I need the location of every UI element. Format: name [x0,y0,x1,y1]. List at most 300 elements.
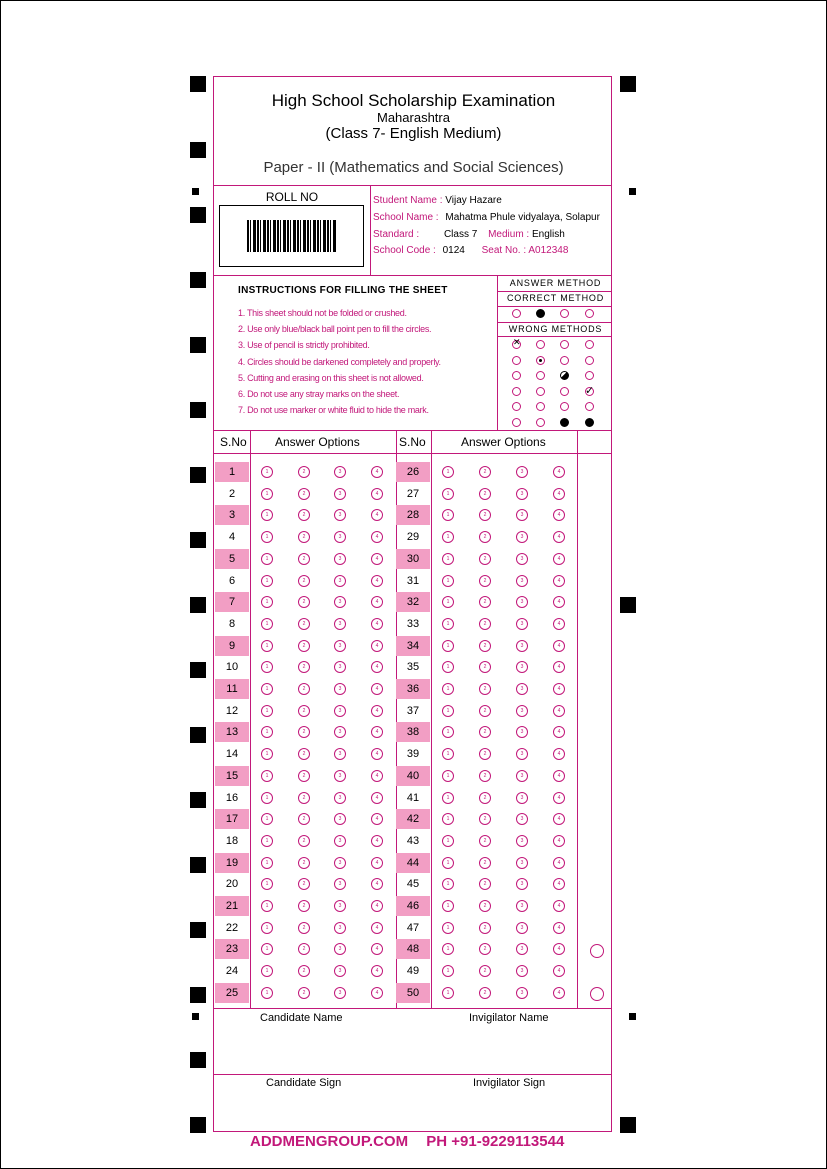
answer-bubble[interactable]: 4 [553,553,565,565]
question-number: 11 [215,679,249,699]
answer-bubble[interactable]: 3 [334,509,346,521]
answer-bubble[interactable]: 3 [334,705,346,717]
answer-bubble[interactable]: 2 [479,661,491,673]
answer-bubble[interactable]: 2 [298,466,310,478]
answer-method-label: ANSWER METHOD [509,278,602,288]
answer-bubble[interactable]: 4 [553,661,565,673]
answer-bubble[interactable]: 4 [553,726,565,738]
answer-bubble[interactable]: 4 [371,792,383,804]
answer-bubble[interactable]: 4 [553,835,565,847]
answer-bubble[interactable]: 1 [261,683,273,695]
answer-bubble[interactable]: 1 [442,553,454,565]
answer-bubble[interactable]: 4 [553,813,565,825]
answer-bubble[interactable]: 2 [298,726,310,738]
answer-bubble[interactable]: 2 [479,965,491,977]
answer-bubble[interactable]: 1 [442,488,454,500]
answer-bubble[interactable]: 4 [553,922,565,934]
answer-bubble[interactable]: 3 [334,792,346,804]
divider [497,291,611,292]
answer-bubble[interactable]: 4 [553,509,565,521]
answer-bubble[interactable]: 3 [516,748,528,760]
answer-bubble[interactable]: 4 [371,661,383,673]
answer-bubble[interactable]: 4 [371,596,383,608]
divider [214,1008,611,1009]
question-number: 10 [225,661,239,674]
answer-bubble[interactable]: 4 [371,878,383,890]
timing-mark [190,792,206,808]
answer-bubble[interactable]: 1 [442,509,454,521]
answer-bubble[interactable]: 1 [442,987,454,999]
standard-row [373,229,565,240]
answer-bubble[interactable]: 2 [479,553,491,565]
sno-header-right: S.No [399,435,426,449]
timing-mark [190,857,206,873]
answer-bubble[interactable]: 4 [553,770,565,782]
timing-mark [190,662,206,678]
answer-bubble[interactable]: 2 [298,531,310,543]
question-number: 44 [396,853,430,873]
answer-bubble[interactable]: 4 [553,900,565,912]
answer-bubble[interactable]: 2 [298,943,310,955]
answer-bubble[interactable]: 2 [479,640,491,652]
question-number: 42 [396,809,430,829]
answer-bubble[interactable]: 3 [334,553,346,565]
answer-bubble[interactable]: 1 [261,575,273,587]
answer-bubble[interactable]: 1 [261,661,273,673]
answer-bubble[interactable]: 1 [261,488,273,500]
answer-bubble[interactable]: 1 [261,640,273,652]
answer-bubble[interactable]: 2 [298,792,310,804]
answer-bubble[interactable]: 3 [516,705,528,717]
answer-bubble[interactable]: 2 [298,683,310,695]
answer-bubble[interactable]: 4 [553,878,565,890]
answer-bubble[interactable]: 1 [442,726,454,738]
answer-bubble[interactable]: 3 [334,965,346,977]
answer-bubble[interactable]: 2 [479,466,491,478]
answer-bubble[interactable]: 3 [516,878,528,890]
answer-bubble[interactable]: 2 [479,987,491,999]
answer-bubble[interactable]: 1 [442,770,454,782]
candidate-name-label: Candidate Name [260,1012,343,1024]
roll-label: ROLL NO [265,190,319,204]
answer-bubble[interactable]: 4 [371,813,383,825]
answer-bubble[interactable]: 3 [516,726,528,738]
answer-bubble[interactable]: 3 [516,835,528,847]
answer-bubble[interactable]: 3 [334,466,346,478]
answer-bubble[interactable]: 3 [516,509,528,521]
footer-company: ADDMENGROUP.COM [250,1133,409,1150]
divider [214,453,611,454]
answer-bubble[interactable]: 2 [298,661,310,673]
question-number: 47 [406,921,420,934]
answer-bubble[interactable]: 1 [261,792,273,804]
answer-bubble[interactable]: 1 [261,553,273,565]
exam-title: High School Scholarship Examination [271,91,556,110]
answer-bubble[interactable]: 3 [516,770,528,782]
answer-bubble[interactable]: 4 [371,488,383,500]
answer-bubble[interactable]: 4 [371,640,383,652]
barcode [219,205,364,267]
divider [250,430,251,1008]
student-name-value: Vijay Hazare [445,195,502,206]
example-bubble [536,402,545,411]
example-bubble [512,418,521,427]
answer-bubble[interactable]: 4 [553,488,565,500]
timing-mark [190,597,206,613]
answer-bubble[interactable]: 4 [553,857,565,869]
answer-bubble[interactable]: 3 [334,835,346,847]
question-number: 4 [228,531,236,544]
answer-bubble[interactable]: 2 [479,596,491,608]
timing-mark [190,532,206,548]
answer-bubble[interactable]: 4 [553,792,565,804]
answer-bubble[interactable]: 1 [442,575,454,587]
question-number: 30 [396,549,430,569]
instructions-title: INSTRUCTIONS FOR FILLING THE SHEET [238,285,448,296]
answer-bubble[interactable]: 3 [516,813,528,825]
question-number: 19 [215,853,249,873]
answer-bubble[interactable]: 1 [261,878,273,890]
answer-bubble[interactable]: 2 [298,705,310,717]
question-number: 26 [396,462,430,482]
answer-bubble[interactable]: 2 [479,770,491,782]
answer-bubble[interactable]: 1 [442,878,454,890]
answer-bubble[interactable]: 1 [261,965,273,977]
answer-bubble[interactable]: 2 [479,878,491,890]
answer-bubble[interactable]: 2 [479,531,491,543]
answer-bubble[interactable]: 4 [553,987,565,999]
answer-bubble[interactable]: 4 [371,509,383,521]
answer-bubble[interactable]: 1 [442,835,454,847]
timing-mark [190,1117,206,1133]
question-number: 27 [406,487,420,500]
answer-bubble[interactable]: 4 [553,965,565,977]
answer-bubble[interactable]: 2 [298,987,310,999]
answer-bubble[interactable]: 4 [553,748,565,760]
answer-bubble[interactable]: 4 [553,466,565,478]
instruction-item: 3. Use of pencil is strictly prohibited. [238,340,370,350]
answer-bubble[interactable]: 2 [479,748,491,760]
exam-state: Maharashtra [377,110,450,125]
example-bubble [560,371,569,380]
answer-bubble[interactable]: 3 [516,553,528,565]
answer-bubble[interactable]: 2 [298,596,310,608]
answer-bubble[interactable]: 1 [261,726,273,738]
medium-label: Medium : [488,229,530,240]
answer-bubble[interactable]: 2 [479,943,491,955]
answer-bubble[interactable]: 4 [371,943,383,955]
answer-bubble[interactable]: 3 [516,943,528,955]
answer-bubble[interactable]: 1 [442,813,454,825]
answer-bubble[interactable]: 1 [261,857,273,869]
paper-title: Paper - II (Mathematics and Social Sciences) [263,159,564,176]
answer-bubble[interactable]: 3 [334,488,346,500]
answer-bubble[interactable]: 3 [516,640,528,652]
answer-bubble[interactable]: 4 [371,726,383,738]
answer-bubble[interactable]: 3 [516,987,528,999]
answer-bubble[interactable]: 4 [371,683,383,695]
answer-bubble[interactable]: 1 [442,900,454,912]
spare-bubble[interactable] [590,987,604,1001]
school-code-label: School Code : [373,245,436,256]
answer-bubble[interactable]: 3 [516,531,528,543]
answer-bubble[interactable]: 3 [516,575,528,587]
answer-bubble[interactable]: 2 [298,575,310,587]
answer-bubble[interactable]: 3 [334,531,346,543]
example-bubble [585,402,594,411]
candidate-sign-label: Candidate Sign [266,1077,342,1089]
answer-bubble[interactable]: 2 [479,857,491,869]
answer-bubble[interactable]: 4 [371,987,383,999]
answer-bubble[interactable]: 1 [261,922,273,934]
answer-bubble[interactable]: 1 [442,531,454,543]
answer-bubble[interactable]: 1 [442,705,454,717]
timing-mark [190,402,206,418]
example-bubble [560,356,569,365]
answer-bubble[interactable]: 4 [371,531,383,543]
answer-bubble[interactable]: 2 [298,900,310,912]
answer-bubble[interactable]: 1 [442,661,454,673]
answer-bubble[interactable]: 4 [553,596,565,608]
student-name-label: Student Name : [373,195,443,206]
answer-bubble[interactable]: 3 [516,596,528,608]
omr-sheet [213,76,612,1132]
answer-bubble[interactable]: 1 [261,835,273,847]
timing-mark [620,76,636,92]
question-number: 16 [225,791,239,804]
answer-bubble[interactable]: 3 [334,618,346,630]
answer-bubble[interactable]: 4 [553,705,565,717]
answer-bubble[interactable]: 2 [298,813,310,825]
answer-bubble[interactable]: 2 [479,900,491,912]
question-number: 7 [215,592,249,612]
example-bubble [560,402,569,411]
answer-bubble[interactable]: 3 [516,965,528,977]
answer-bubble[interactable]: 1 [261,596,273,608]
answer-bubble[interactable]: 3 [516,618,528,630]
answer-bubble[interactable]: 4 [371,770,383,782]
answer-bubble[interactable]: 4 [553,531,565,543]
answer-bubble[interactable]: 1 [442,640,454,652]
answer-bubble[interactable]: 4 [553,618,565,630]
footer-phone: PH +91-9229113544 [426,1133,565,1150]
answer-bubble[interactable]: 2 [479,575,491,587]
example-bubble [585,387,594,396]
answer-bubble[interactable]: 4 [553,575,565,587]
divider [497,306,611,307]
answer-bubble[interactable]: 1 [442,857,454,869]
answer-bubble[interactable]: 3 [334,748,346,760]
answer-bubble[interactable]: 2 [298,618,310,630]
answer-bubble[interactable]: 3 [516,683,528,695]
answer-bubble[interactable]: 4 [371,900,383,912]
answer-bubble[interactable]: 3 [334,922,346,934]
answer-bubble[interactable]: 2 [479,618,491,630]
answer-bubble[interactable]: 2 [298,509,310,521]
school-name-label: School Name : [373,212,439,223]
question-number: 28 [396,505,430,525]
answer-bubble[interactable]: 2 [298,488,310,500]
answer-bubble[interactable]: 3 [334,987,346,999]
answer-bubble[interactable]: 3 [334,683,346,695]
question-number: 40 [396,766,430,786]
divider [370,185,371,275]
answer-bubble[interactable]: 1 [261,943,273,955]
example-bubble [512,402,521,411]
answer-bubble[interactable]: 2 [298,835,310,847]
answer-bubble[interactable]: 1 [261,987,273,999]
instruction-item: 4. Circles should be darkened completely and properly. [238,357,441,367]
instruction-item: 2. Use only blue/black ball point pen to fill the circles. [238,324,432,334]
question-number: 33 [406,617,420,630]
answer-bubble[interactable]: 3 [516,857,528,869]
answer-bubble[interactable]: 4 [371,553,383,565]
answer-bubble[interactable]: 1 [261,531,273,543]
answer-bubble[interactable]: 1 [442,683,454,695]
answer-bubble[interactable]: 1 [442,922,454,934]
question-number: 17 [215,809,249,829]
answer-bubble[interactable]: 2 [298,748,310,760]
example-bubble-empty [560,309,569,318]
timing-mark [620,1117,636,1133]
answer-bubble[interactable]: 2 [479,488,491,500]
answer-bubble[interactable]: 3 [516,792,528,804]
answer-bubble[interactable]: 4 [553,683,565,695]
example-bubble [560,387,569,396]
question-number: 3 [215,505,249,525]
answer-bubble[interactable]: 2 [479,726,491,738]
answer-bubble[interactable]: 4 [553,943,565,955]
answer-bubble[interactable]: 1 [442,748,454,760]
answer-bubble[interactable]: 2 [298,857,310,869]
answer-bubble[interactable]: 2 [479,705,491,717]
answer-bubble[interactable]: 2 [298,878,310,890]
answer-bubble[interactable]: 2 [479,683,491,695]
example-bubble [560,340,569,349]
answer-bubble[interactable]: 1 [261,900,273,912]
answer-bubble[interactable]: 4 [371,965,383,977]
answer-bubble[interactable]: 1 [442,618,454,630]
question-number: 50 [396,983,430,1003]
answer-bubble[interactable]: 2 [298,640,310,652]
divider [214,185,611,186]
answer-bubble[interactable]: 2 [298,770,310,782]
answer-bubble[interactable]: 3 [334,943,346,955]
answer-bubble[interactable]: 2 [298,553,310,565]
timing-mark [190,987,206,1003]
answer-bubble[interactable]: 2 [479,509,491,521]
answer-bubble[interactable]: 4 [371,922,383,934]
answer-bubble[interactable]: 1 [442,792,454,804]
answer-bubble[interactable]: 1 [442,943,454,955]
example-bubble [585,371,594,380]
answer-bubble[interactable]: 1 [442,965,454,977]
timing-mark [192,1013,199,1020]
answer-bubble[interactable]: 2 [298,965,310,977]
answer-bubble[interactable]: 4 [371,835,383,847]
answer-bubble[interactable]: 3 [334,575,346,587]
answer-bubble[interactable]: 3 [334,770,346,782]
instruction-item: 6. Do not use any stray marks on the sheet. [238,389,400,399]
answer-bubble[interactable]: 4 [371,857,383,869]
answer-bubble[interactable]: 1 [261,466,273,478]
question-number: 29 [406,531,420,544]
answer-bubble[interactable]: 3 [334,640,346,652]
question-number: 9 [215,636,249,656]
answer-bubble[interactable]: 3 [516,900,528,912]
question-number: 39 [406,748,420,761]
answer-bubble[interactable]: 1 [442,466,454,478]
answer-bubble[interactable]: 1 [442,596,454,608]
answer-bubble[interactable]: 1 [261,770,273,782]
answer-bubble[interactable]: 2 [479,835,491,847]
answer-bubble[interactable]: 3 [334,900,346,912]
question-number: 43 [406,834,420,847]
standard-value: Class 7 [443,229,478,240]
answer-bubble[interactable]: 4 [371,748,383,760]
question-number: 21 [215,896,249,916]
school-name-value: Mahatma Phule vidyalaya, Solapur [445,212,600,223]
example-bubble [536,371,545,380]
question-number: 25 [215,983,249,1003]
example-bubble [585,340,594,349]
instruction-item: 7. Do not use marker or white fluid to hide the mark. [238,405,429,415]
answer-bubble[interactable]: 1 [261,618,273,630]
answer-bubble[interactable]: 3 [334,878,346,890]
answer-bubble[interactable]: 3 [516,661,528,673]
answer-bubble[interactable]: 4 [371,575,383,587]
example-bubble-empty [512,309,521,318]
answer-bubble[interactable]: 1 [261,705,273,717]
answer-bubble[interactable]: 4 [371,705,383,717]
answer-bubble[interactable]: 3 [334,813,346,825]
answer-bubble[interactable]: 3 [516,488,528,500]
invigilator-name-label: Invigilator Name [469,1012,549,1024]
spare-bubble[interactable] [590,944,604,958]
options-header-right: Answer Options [461,435,546,449]
answer-bubble[interactable]: 4 [371,618,383,630]
question-number: 37 [406,704,420,717]
question-number: 38 [396,722,430,742]
question-number: 12 [225,704,239,717]
timing-mark [190,272,206,288]
school-name-row [373,212,600,223]
answer-bubble[interactable]: 4 [371,466,383,478]
exam-class: (Class 7- English Medium) [325,125,502,142]
answer-bubble[interactable]: 3 [334,661,346,673]
example-bubble [536,356,545,365]
answer-bubble[interactable]: 4 [553,640,565,652]
answer-bubble[interactable]: 2 [479,792,491,804]
question-number: 2 [228,487,236,500]
answer-bubble[interactable]: 1 [261,509,273,521]
wrong-methods-label: WRONG METHODS [508,324,603,334]
question-number: 15 [215,766,249,786]
answer-bubble[interactable]: 3 [516,922,528,934]
answer-bubble[interactable]: 2 [479,922,491,934]
answer-bubble[interactable]: 2 [479,813,491,825]
answer-bubble[interactable]: 1 [261,813,273,825]
answer-bubble[interactable]: 1 [261,748,273,760]
answer-bubble[interactable]: 2 [298,922,310,934]
divider [431,430,432,1008]
example-bubble [536,387,545,396]
answer-bubble[interactable]: 3 [334,596,346,608]
answer-bubble[interactable]: 3 [334,857,346,869]
answer-bubble[interactable]: 3 [334,726,346,738]
answer-bubble[interactable]: 3 [516,466,528,478]
example-bubble [536,340,545,349]
